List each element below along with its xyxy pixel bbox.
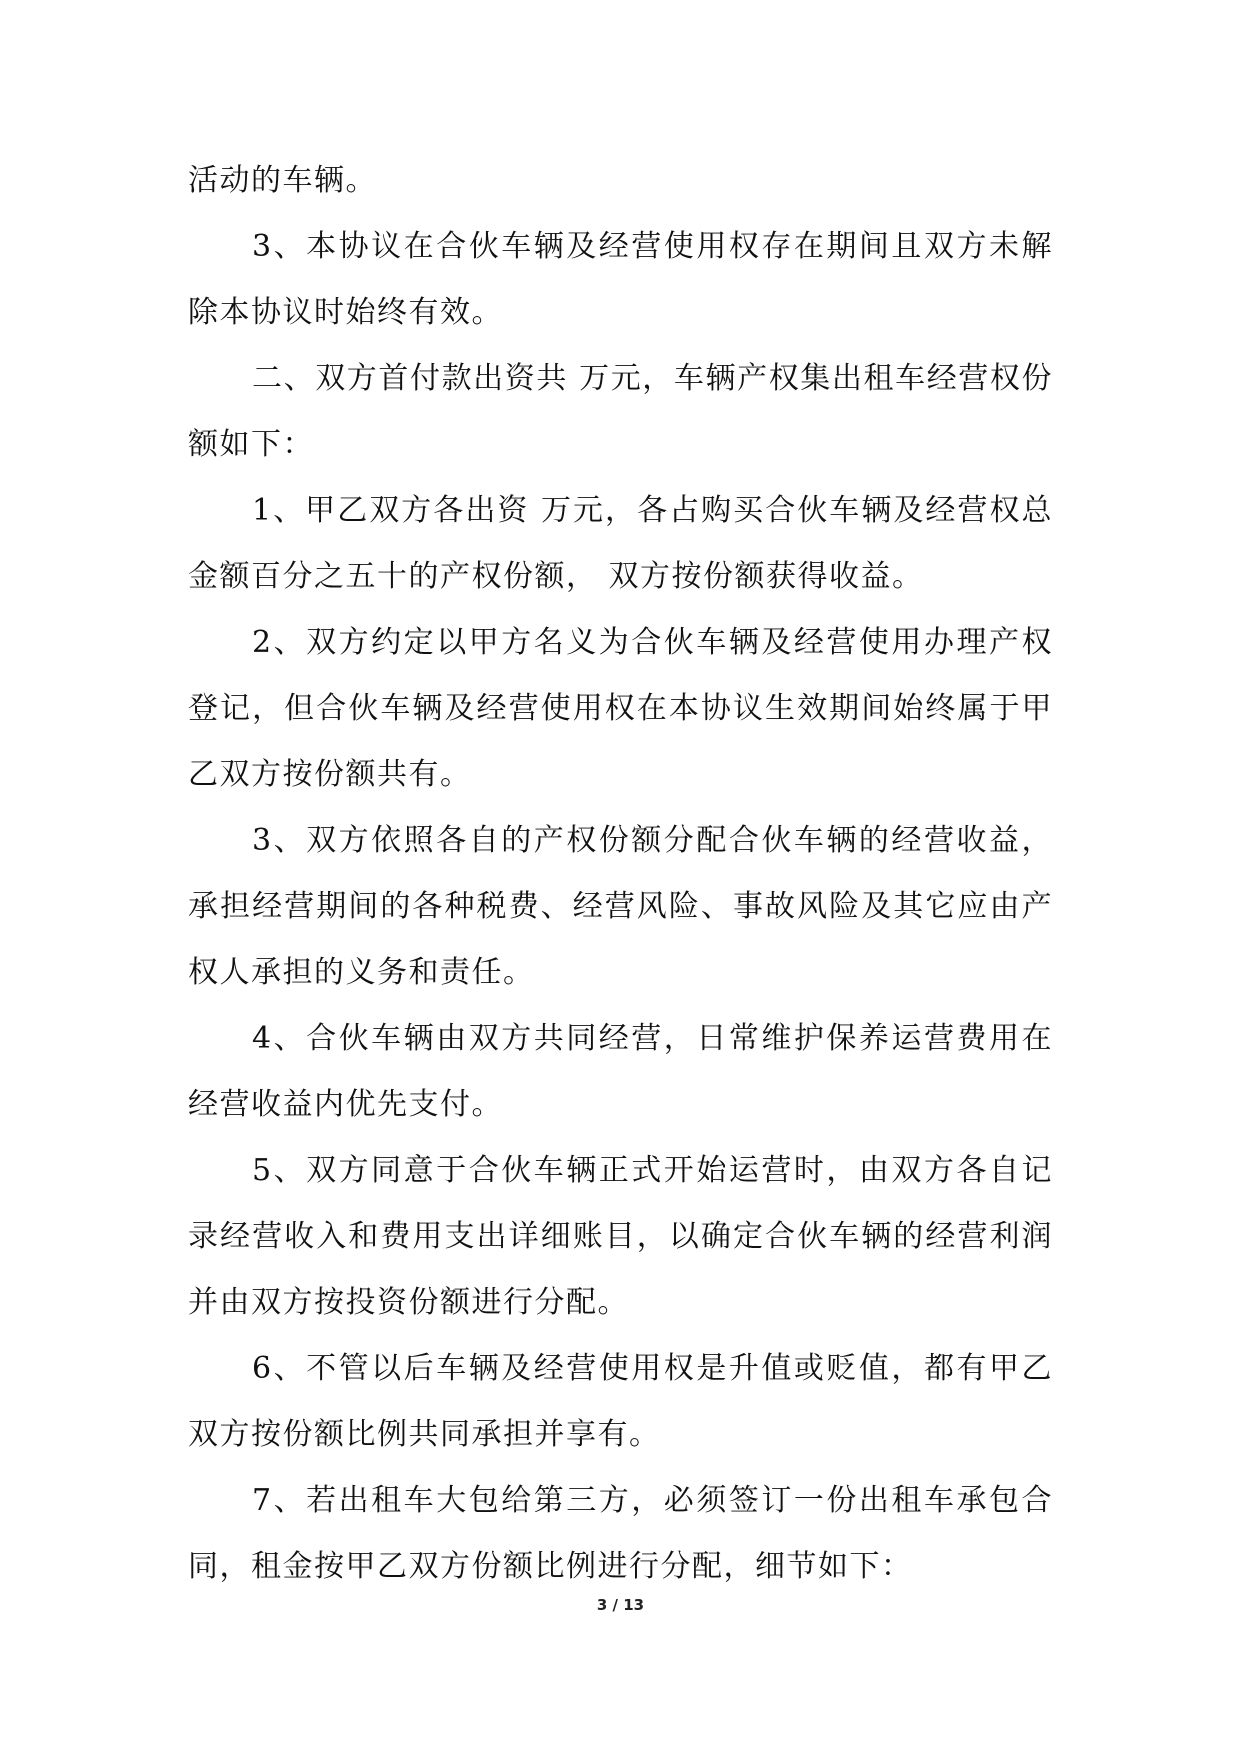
paragraph-clause-6-value-change: 6、不管以后车辆及经营使用权是升值或贬值，都有甲乙双方按份额比例共同承担并享有。 xyxy=(188,1351,1053,1452)
paragraph-continuation: 活动的车辆。 xyxy=(188,163,377,198)
paragraph-clause-3-validity: 3、本协议在合伙车辆及经营使用权存在期间且双方未解除本协议时始终有效。 xyxy=(188,229,1053,330)
document-body xyxy=(188,148,1053,1600)
paragraph-clause-1-contribution: 1、甲乙双方各出资 万元，各占购买合伙车辆及经营权总金额百分之五十的产权份额， 双方按份额获得收益。 xyxy=(188,493,1053,594)
paragraph-clause-7-subcontract: 7、若出租车大包给第三方，必须签订一份出租车承包合同，租金按甲乙双方份额比例进行分配，细节如下： xyxy=(188,1483,1053,1584)
paragraph-clause-5-accounting: 5、双方同意于合伙车辆正式开始运营时，由双方各自记录经营收入和费用支出详细账目，以确定合伙车辆的经营利润并由双方按投资份额进行分配。 xyxy=(188,1153,1053,1320)
paragraph-clause-3-income-distribution: 3、双方依照各自的产权份额分配合伙车辆的经营收益，承担经营期间的各种税费、经营风险、事故风险及其它应由产权人承担的义务和责任。 xyxy=(188,823,1053,990)
paragraph-clause-4-operation: 4、合伙车辆由双方共同经营，日常维护保养运营费用在经营收益内优先支付。 xyxy=(188,1021,1053,1122)
paragraph-clause-2-registration: 2、双方约定以甲方名义为合伙车辆及经营使用办理产权登记，但合伙车辆及经营使用权在本协议生效期间始终属于甲乙双方按份额共有。 xyxy=(188,625,1053,792)
page-number: 3 / 13 xyxy=(596,1596,645,1614)
paragraph-section-2-heading: 二、双方首付款出资共 万元，车辆产权集出租车经营权份额如下： xyxy=(188,361,1053,462)
